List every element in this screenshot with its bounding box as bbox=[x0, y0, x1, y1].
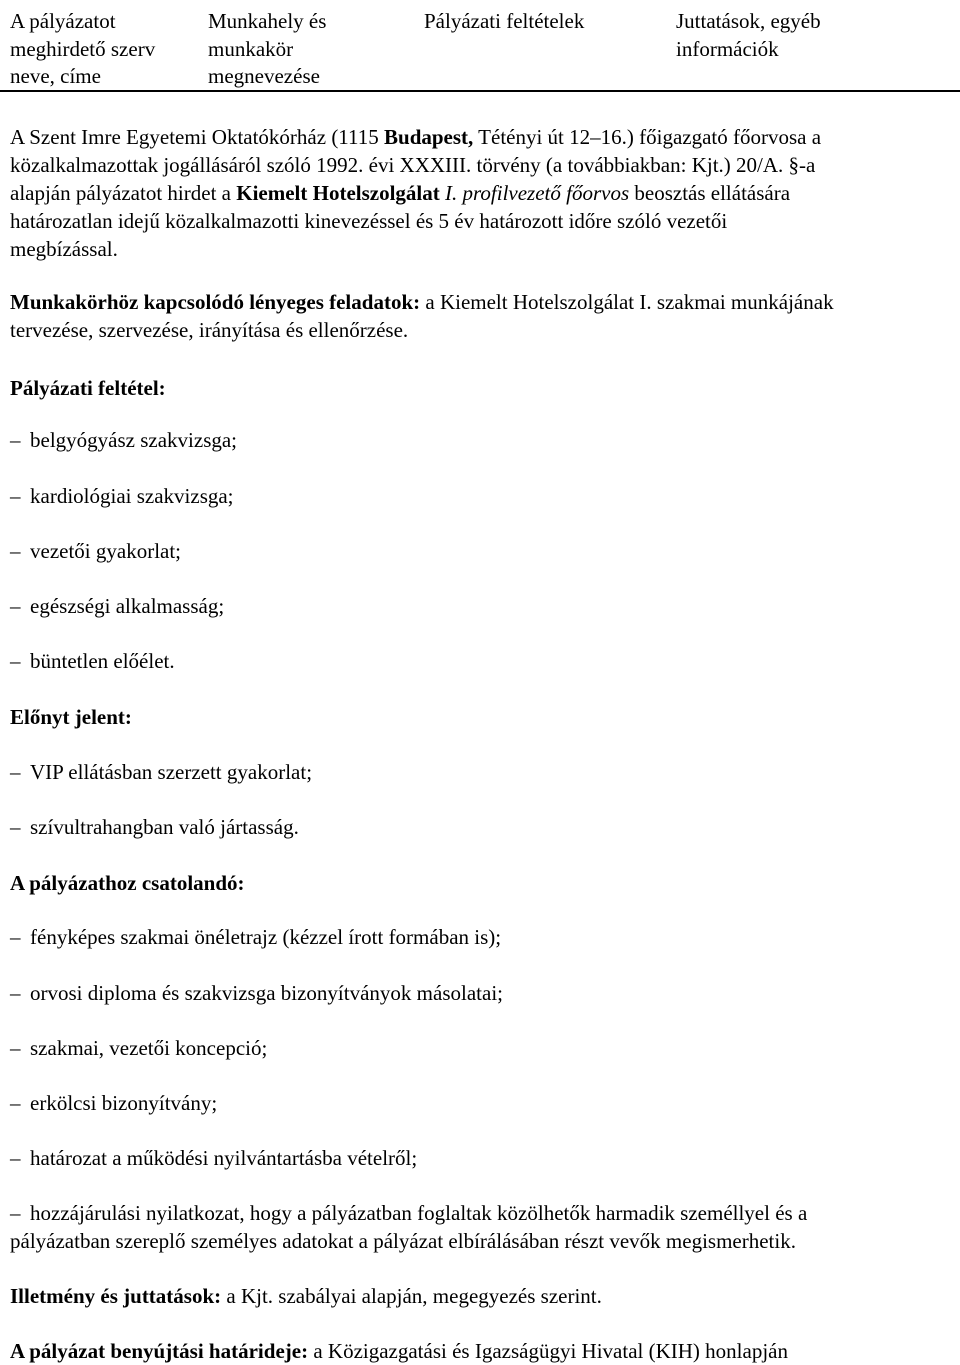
dash-bullet: – bbox=[10, 484, 21, 508]
deadline-text: a Közigazgatási és Igazságügyi Hivatal (KIH) honlapján bbox=[308, 1339, 788, 1363]
header-text: Munkahely és bbox=[208, 9, 327, 33]
intro-line: alapján pályázatot hirdet a Kiemelt Hotelszolgálat I. profilvezető főorvos beosztás ellátására bbox=[10, 181, 791, 205]
list-item: – fényképes szakmai önéletrajz (kézzel írott formában is); bbox=[10, 925, 502, 949]
list-item: – vezetői gyakorlat; bbox=[10, 539, 182, 563]
list-item: – erkölcsi bizonyítvány; bbox=[10, 1091, 218, 1115]
header-text: Pályázati feltételek bbox=[424, 9, 585, 33]
header-text: információk bbox=[676, 36, 779, 61]
duties-text: tervezése, szervezése, irányítása és ellenőrzése. bbox=[10, 318, 409, 342]
list-item: – VIP ellátásban szerzett gyakorlat; bbox=[10, 760, 313, 784]
header-text: meghirdető szerv bbox=[10, 36, 156, 61]
dash-bullet: – bbox=[10, 981, 21, 1005]
deadline-paragraph bbox=[10, 1337, 955, 1365]
intro-line: közalkalmazottak jogállásáról szóló 1992. évi XXXIII. törvény (a továbbiakban: Kjt.) 20/A. §-a bbox=[10, 153, 816, 177]
list-item: – orvosi diploma és szakvizsga bizonyítványok másolatai; bbox=[10, 981, 503, 1005]
header-text: megnevezése bbox=[208, 64, 320, 88]
header-text: neve, címe bbox=[10, 64, 101, 88]
dash-bullet: – bbox=[10, 1036, 21, 1060]
conditions-label: Pályázati feltétel: bbox=[10, 376, 166, 400]
list-item: – egészségi alkalmasság; bbox=[10, 594, 225, 618]
duties-text: a Kiemelt Hotelszolgálat I. szakmai munkájának bbox=[420, 290, 834, 314]
header-text: munkakör bbox=[208, 36, 294, 61]
dash-bullet: – bbox=[10, 1091, 21, 1115]
header-text: A pályázatot bbox=[10, 9, 116, 33]
attach-label: A pályázathoz csatolandó: bbox=[10, 871, 245, 895]
header-col-conditions bbox=[424, 8, 654, 36]
intro-line: megbízással. bbox=[10, 237, 118, 261]
list-item: – belgyógyász szakvizsga; bbox=[10, 428, 238, 452]
list-item: – szakmai, vezetői koncepció; bbox=[10, 1036, 268, 1060]
duties-paragraph bbox=[10, 288, 955, 344]
salary-label: Illetmény és juttatások: bbox=[10, 1284, 222, 1308]
dash-bullet: – bbox=[10, 539, 21, 563]
header-text: Juttatások, egyéb bbox=[676, 9, 821, 33]
dash-bullet: – bbox=[10, 649, 21, 673]
deadline-label: A pályázat benyújtási határideje: bbox=[10, 1339, 309, 1363]
header-col-benefits bbox=[676, 8, 936, 63]
list-item: – szívultrahangban való jártasság. bbox=[10, 815, 299, 839]
dash-bullet: – bbox=[10, 594, 21, 618]
dash-bullet: – bbox=[10, 1146, 21, 1170]
dash-bullet: – bbox=[10, 815, 21, 839]
header-divider bbox=[0, 90, 960, 92]
advantage-label: Előnyt jelent: bbox=[10, 705, 132, 729]
salary-text: a Kjt. szabályai alapján, megegyezés szerint. bbox=[221, 1284, 602, 1308]
dash-bullet: – bbox=[10, 1201, 21, 1225]
dash-bullet: – bbox=[10, 925, 21, 949]
list-item: – hozzájárulási nyilatkozat, hogy a pályázatban foglaltak közölhetők harmadik személlyel és a pályázatban szereplő személyes adatokat a pályázat elbírálásában részt vevők megismerhetik. bbox=[10, 1201, 808, 1253]
header-col-organization bbox=[10, 8, 190, 91]
header-col-position bbox=[208, 8, 398, 91]
list-item: – kardiológiai szakvizsga; bbox=[10, 484, 234, 508]
dash-bullet: – bbox=[10, 428, 21, 452]
duties-label: Munkakörhöz kapcsolódó lényeges feladatok: bbox=[10, 290, 421, 314]
intro-paragraph bbox=[10, 123, 955, 263]
intro-line: A Szent Imre Egyetemi Oktatókórház (1115 Budapest, Tétényi út 12–16.) főigazgató főorvosa a bbox=[10, 125, 822, 149]
list-item: – büntetlen előélet. bbox=[10, 649, 175, 673]
dash-bullet: – bbox=[10, 760, 21, 784]
list-item: – határozat a működési nyilvántartásba vételről; bbox=[10, 1146, 418, 1170]
salary-paragraph bbox=[10, 1282, 955, 1310]
intro-line: határozatlan idejű közalkalmazotti kinevezéssel és 5 év határozott időre szóló vezetői bbox=[10, 209, 728, 233]
table-header bbox=[0, 6, 960, 90]
